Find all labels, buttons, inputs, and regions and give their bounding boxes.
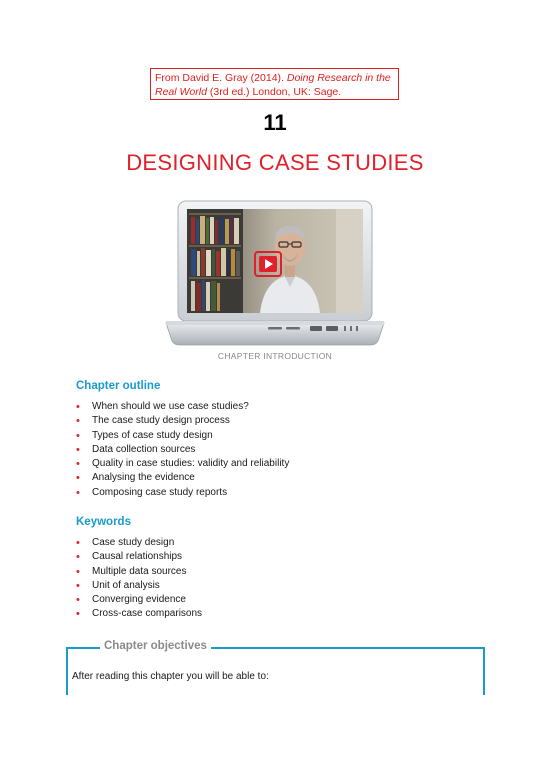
bullet-icon: • [76,565,80,578]
laptop-illustration [160,195,390,355]
bullet-icon: • [76,579,80,592]
list-item: • Case study design [76,537,175,549]
list-item: • Analysing the evidence [76,472,195,485]
list-item: • Composing case study reports [76,486,228,499]
video-laptop[interactable] [160,195,390,355]
list-item: • Converging evidence [76,594,186,607]
citation-book-title-2: Real World [155,86,207,98]
bullet-icon: • [76,537,80,549]
citation-book-title-1: Doing Research in the [286,72,391,84]
keywords-heading: Keywords [76,516,131,528]
list-item: • Cross-case comparisons [76,608,203,621]
video-caption: CHAPTER INTRODUCTION [217,351,333,361]
outline-list [76,400,289,500]
bullet-icon: • [76,401,80,413]
bullet-icon: • [76,458,80,471]
objectives-heading: Chapter objectives [100,640,211,652]
outline-heading: Chapter outline [76,380,161,392]
list-item: • Quality in case studies: validity and reliability [76,458,290,471]
bullet-icon: • [76,472,80,485]
citation-box [150,68,399,100]
bullet-icon: • [76,443,80,456]
list-item: • Types of case study design [76,429,213,442]
list-item: • Multiple data sources [76,565,187,578]
citation-suffix: (3rd ed.) London, UK: Sage. [206,86,342,98]
keywords-list [76,536,202,622]
objectives-lead: After reading this chapter you will be able to: [72,671,269,682]
list-item: • Unit of analysis [76,579,160,592]
bullet-icon: • [76,608,80,621]
citation-prefix: From David E. Gray (2014). [155,72,287,84]
list-item: • Data collection sources [76,443,196,456]
chapter-title: DESIGNING CASE STUDIES [126,150,424,175]
bullet-icon: • [76,429,80,442]
bullet-icon: • [76,551,80,564]
list-item: • When should we use case studies? [76,401,249,413]
chapter-number: 11 [263,110,287,135]
list-item: • Causal relationships [76,551,183,564]
bullet-icon: • [76,594,80,607]
bullet-icon: • [76,486,80,499]
list-item: • The case study design process [76,415,230,428]
bullet-icon: • [76,415,80,428]
